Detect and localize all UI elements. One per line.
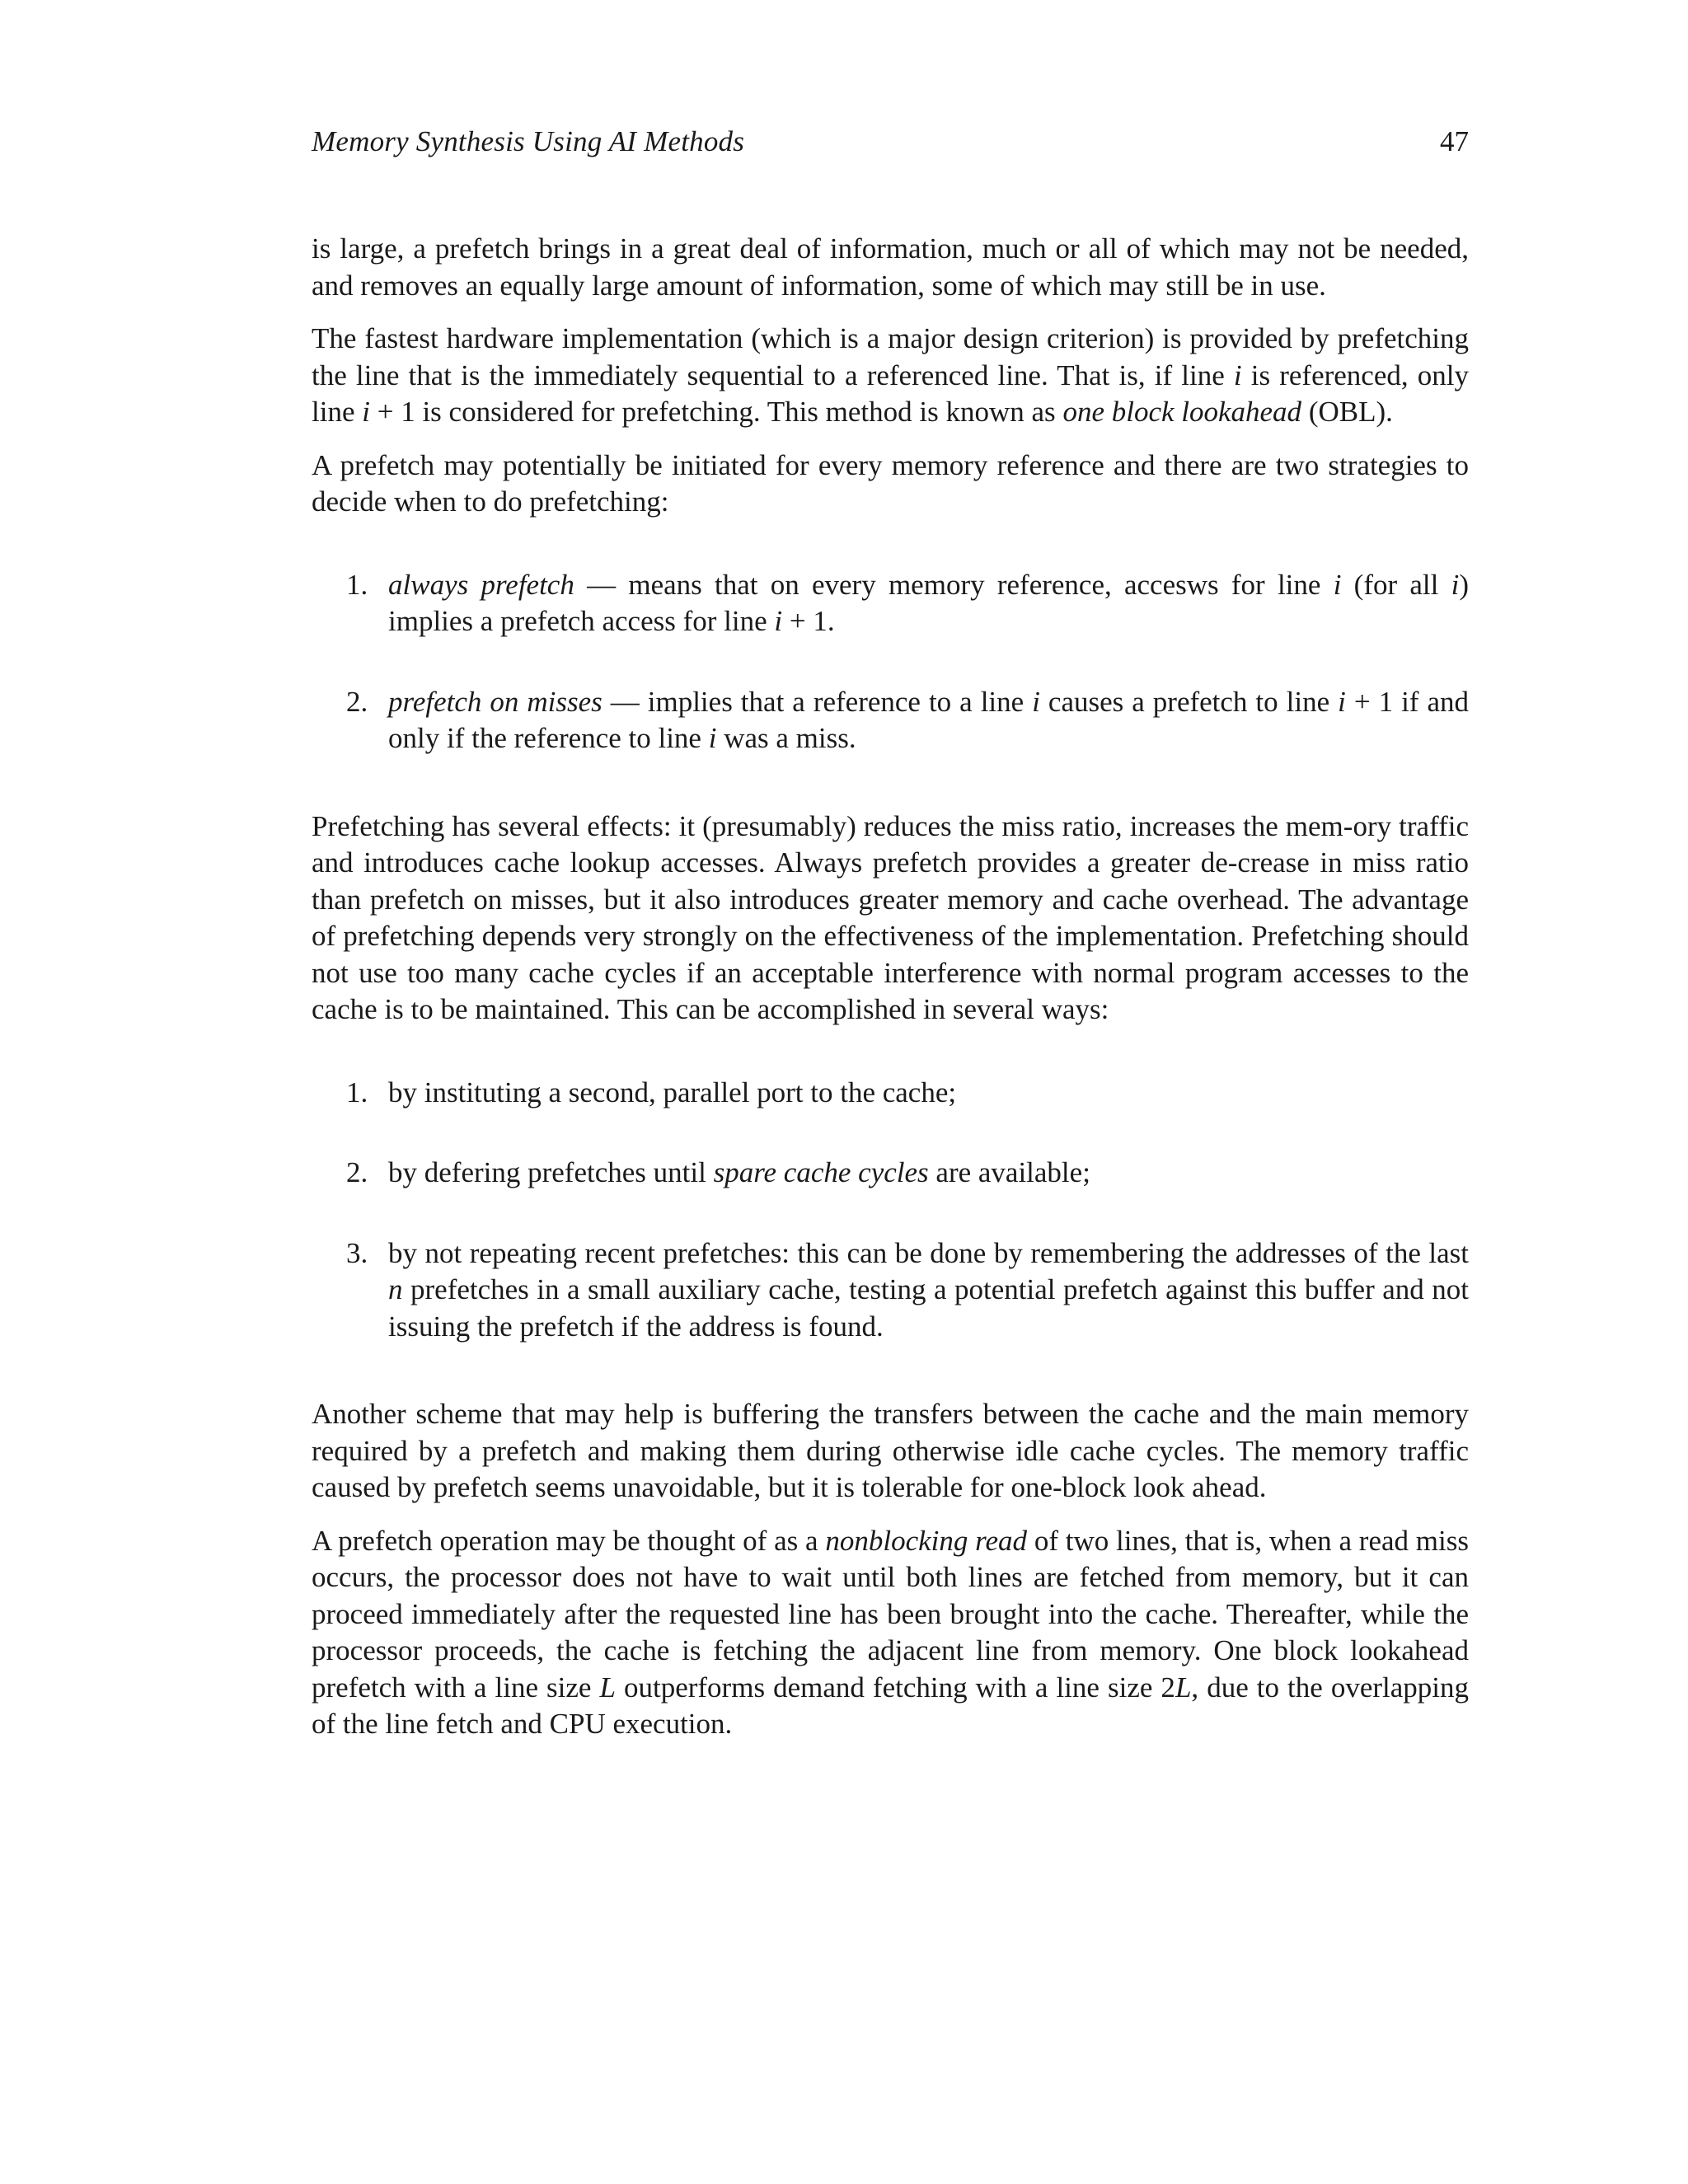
list-item: [312, 684, 1469, 757]
math-variable: i: [1451, 568, 1460, 601]
text-run: by instituting a second, parallel port to the cache;: [388, 1076, 957, 1108]
text-run: — means that on every memory reference, accesws for line: [574, 568, 1334, 601]
emphasis-term: nonblocking read: [825, 1524, 1028, 1557]
text-run: + 1 if and only if the reference to line: [388, 685, 1469, 754]
paragraph-5: Another scheme that may help is buffering the transfers between the cache and the main memory required by a prefetch and making them during otherwise idle cache cycles. The memory traffic caused by prefetch seems unavoidable, but it is tolerable for one-block look ahead.: [312, 1398, 1469, 1503]
list-number: 2.: [346, 1156, 368, 1188]
paragraph-3: A prefetch may potentially be initiated for every memory reference and there are two strategies to decide when to do prefetching:: [312, 448, 1469, 518]
text-run: causes a prefetch to line: [1039, 685, 1339, 718]
math-variable: i: [362, 396, 370, 428]
list-number: 1.: [346, 1076, 368, 1108]
list-item: [312, 1155, 1469, 1192]
text-run: — implies that a reference to a line: [602, 685, 1033, 718]
math-variable: n: [388, 1273, 403, 1305]
text-run: is referenced, only line: [312, 359, 1469, 428]
math-variable: i: [1338, 685, 1346, 718]
paragraph-1: is large, a prefetch brings in a great deal of information, much or all of which may not be needed, and removes an equally large amount of information, some of which may still be in use.: [312, 232, 1469, 302]
text-run: by defering prefetches until: [388, 1156, 714, 1188]
emphasis-term: prefetch on misses: [388, 685, 603, 718]
document-page: [312, 124, 1469, 1760]
list-item: [312, 567, 1469, 640]
paragraph-6: [312, 1523, 1469, 1743]
ways-list: [312, 1075, 1469, 1346]
list-item: [312, 1235, 1469, 1346]
list-number: 1.: [346, 568, 368, 601]
paragraph-2: [312, 321, 1469, 431]
text-run: by not repeating recent prefetches: this can be done by remembering the addresses of the last: [388, 1236, 1469, 1269]
page-number: 47: [1440, 125, 1469, 157]
math-variable: i: [708, 722, 717, 754]
list-number: 2.: [346, 685, 368, 718]
text-run: , due to the overlapping of the line fetch and CPU execution.: [312, 1671, 1469, 1740]
emphasis-term: spare cache cycles: [713, 1156, 929, 1188]
text-run: ) implies a prefetch access for line: [388, 568, 1470, 637]
math-variable: i: [774, 605, 783, 637]
math-variable: i: [1233, 359, 1242, 391]
emphasis-term: one block lookahead: [1062, 396, 1302, 428]
running-header: [312, 124, 1469, 176]
text-run: was a miss.: [716, 722, 856, 754]
paragraph-4: Prefetching has several effects: it (presumably) reduces the miss ratio, increases the mem-ory traffic and introduces cache lookup accesses. Always prefetch provides a greater de-crease in miss ratio than prefetch on misses, but it also introduces greater memory and cache overhead. The advantage of prefetching depends very strongly on the effectiveness of the implementation. Prefetching should not use too many cache cycles if an acceptable interference with normal program accesses to the cache is to be maintained. This can be accomplished in several ways:: [312, 809, 1469, 1025]
list-number: 3.: [346, 1236, 368, 1269]
text-run: outperforms demand fetching with a line size 2: [615, 1671, 1175, 1704]
text-run: (OBL).: [1301, 396, 1393, 428]
math-variable: L: [599, 1671, 616, 1704]
math-variable: i: [1032, 685, 1040, 718]
text-run: + 1.: [782, 605, 835, 637]
emphasis-term: always prefetch: [388, 568, 574, 601]
list-item: [312, 1075, 1469, 1112]
text-run: (for all: [1341, 568, 1451, 601]
text-run: A prefetch operation may be thought of as a: [312, 1524, 826, 1557]
math-variable: L: [1175, 1671, 1192, 1704]
text-run: of two lines, that is, when a read miss occurs, the processor does not have to wait until both lines are fetched from memory, but it can proceed immediately after the requested line has been brought into the cache. Thereafter, while the processor proceeds, the cache is fetching the adjacent line from memory. One block lookahead prefetch with a line size: [312, 1524, 1469, 1704]
math-variable: i: [1333, 568, 1342, 601]
strategy-list: [312, 567, 1469, 757]
running-title: Memory Synthesis Using AI Methods: [312, 125, 745, 157]
text-run: prefetches in a small auxiliary cache, testing a potential prefetch against this buffer and not issuing the prefetch if the address is found.: [388, 1273, 1469, 1343]
text-run: The fastest hardware implementation (which is a major design criterion) is provided by prefetching the line that is the immediately sequential to a referenced line. That is, if line: [312, 322, 1469, 391]
text-run: + 1 is considered for prefetching. This method is known as: [369, 396, 1063, 428]
text-run: are available;: [928, 1156, 1090, 1188]
